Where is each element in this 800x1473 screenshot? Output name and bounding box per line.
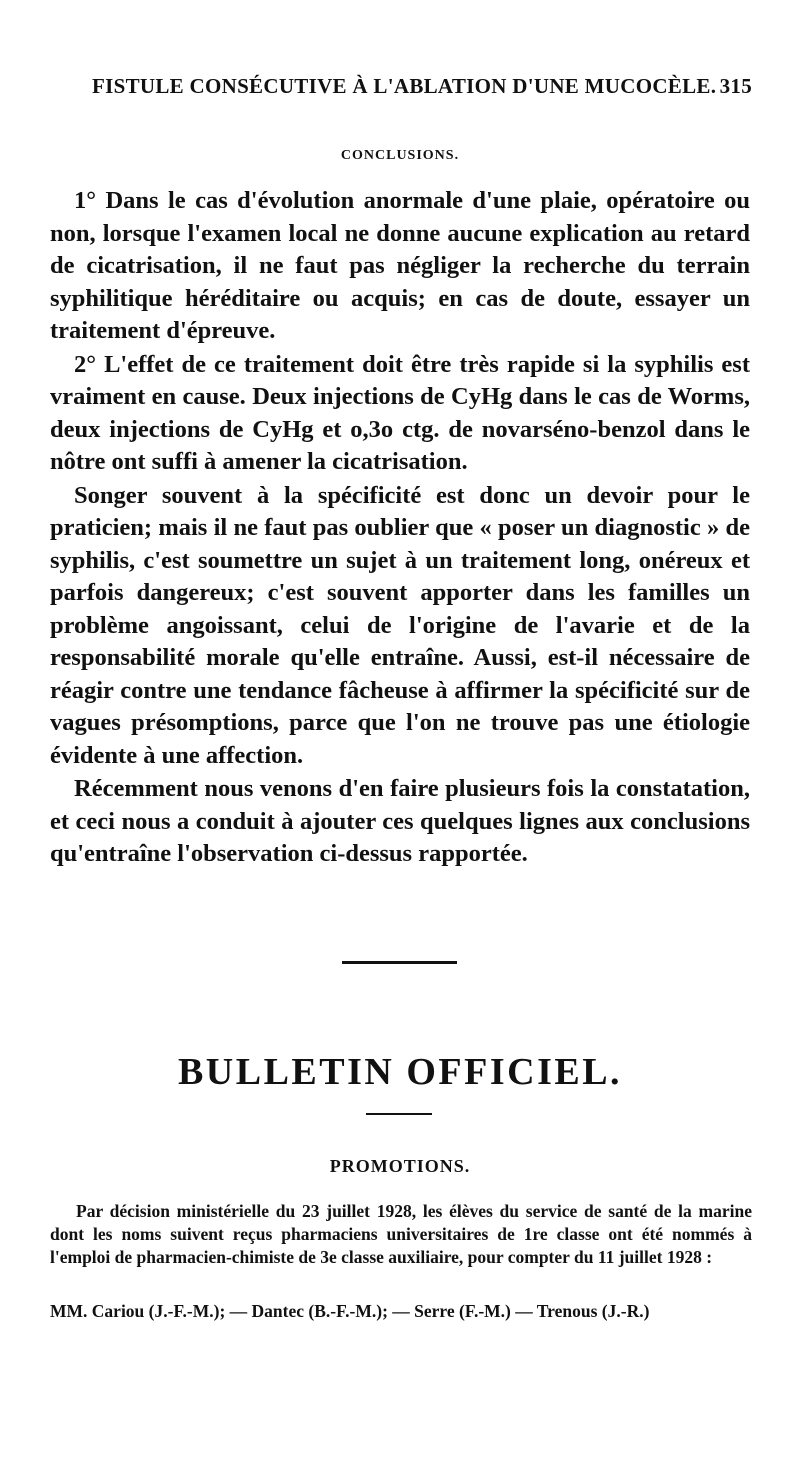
decision-text: [50, 1200, 752, 1269]
conclusion-paragraph-4: Récemment nous venons d'en faire plusieurs fois la constatation, et ceci nous a conduit à ajouter ces quelques lignes aux conclusions qu'entraîne l'observation ci-dessus rapportée.: [50, 775, 750, 867]
section-divider: [342, 961, 457, 964]
promotions-heading: PROMOTIONS.: [329, 1156, 471, 1176]
conclusion-paragraph-3: Songer souvent à la spécificité est donc un devoir pour le praticien; mais il ne faut pas oublier que « poser un diagnostic » de syphilis, c'est soumettre un sujet à un traitement long, onéreux et parfois dangereux; c'est souvent apporter dans les familles un problème angoissant, celui de l'origine de l'avarie et de la responsabilité morale qu'elle entraîne. Aussi, est-il nécessaire de réagir contre une tendance fâcheuse à affirmer la spécificité sur de vagues présomptions, parce que l'on ne trouve pas une étiologie évidente à une affection.: [50, 481, 750, 769]
bulletin-divider: [366, 1113, 432, 1115]
decision-paragraph: Par décision ministérielle du 23 juillet 1928, les élèves du service de santé de la marine dont les noms suivent reçus pharmaciens universitaires de 1re classe ont été nommés à l'emploi de pharmacien-chimiste de 3e classe auxiliaire, pour compter du 11 juillet 1928 :: [50, 1201, 752, 1267]
conclusions-body: [50, 185, 750, 872]
promoted-names: MM. Cariou (J.-F.-M.); — Dantec (B.-F.-M.); — Serre (F.-M.) — Trenous (J.-R.): [50, 1301, 650, 1321]
running-title: FISTULE CONSÉCUTIVE À L'ABLATION D'UNE MUCOCÈLE.: [92, 74, 717, 98]
bulletin-heading: BULLETIN OFFICIEL.: [177, 1051, 623, 1093]
conclusion-paragraph-2: 2° L'effet de ce traitement doit être très rapide si la syphilis est vraiment en cause. Deux injections de CyHg dans le cas de Worms, deux injections de CyHg et o,3o ctg. de novarséno-benzol dans le nôtre ont suffi à amener la cicatrisation.: [50, 350, 750, 475]
conclusions-heading: CONCLUSIONS.: [340, 148, 460, 163]
conclusion-paragraph-1: 1° Dans le cas d'évolution anormale d'une plaie, opératoire ou non, lorsque l'examen local ne donne aucune explication au retard de cicatrisation, il ne faut pas négliger la recherche du terrain syphilitique héréditaire ou acquis; en cas de doute, essayer un traitement d'épreuve.: [50, 187, 750, 344]
running-head: [92, 74, 752, 99]
page-number: 315: [719, 74, 752, 98]
